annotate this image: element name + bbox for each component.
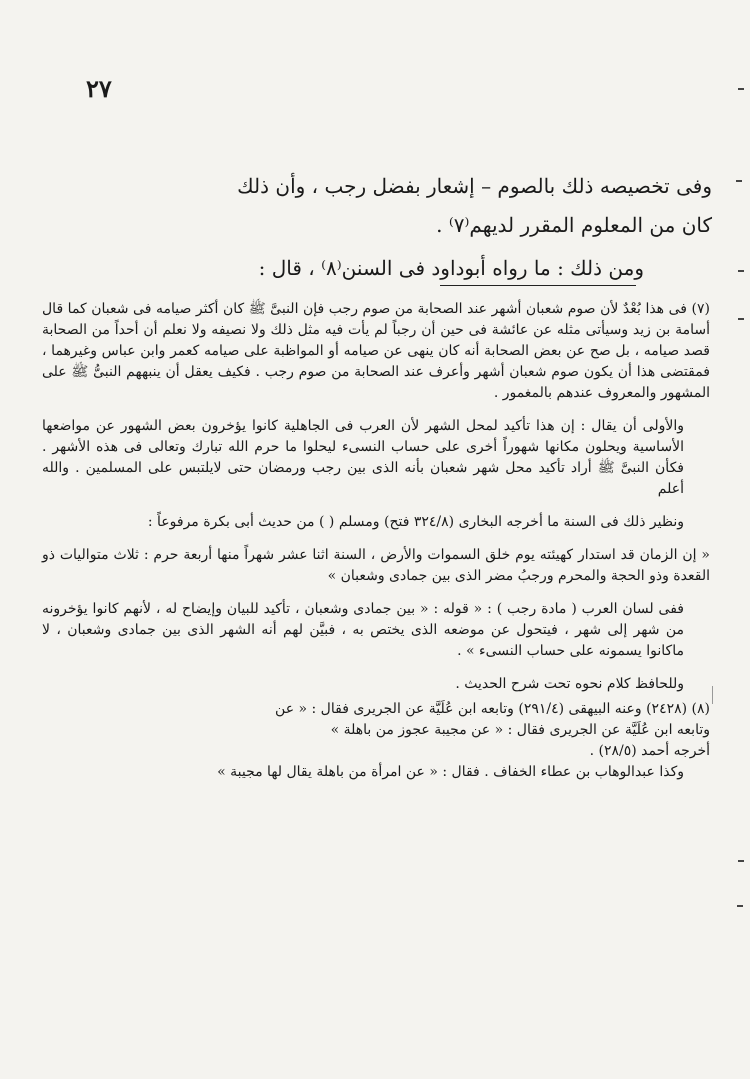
page-number: ٢٧ xyxy=(86,74,112,103)
footnotes xyxy=(42,299,710,783)
margin-mark xyxy=(738,860,744,862)
footnote-7-paragraph-1: (٧) فى هذا بُعْدٌ لأن صوم شعبان أشهر عند الصحابة من صوم رجب فإن النبىَّ ﷺ كان أكثر صيامه فى شعبان كما قال أسامة بن زيد وسيأتى مثله عن عائشة فى حين أن رجباً لم يأت فيه مثل ذلك ولا نصيفه ولا نعلم أن أحداً من الصحابة قصد صيامه ، بل صح عن بعض الصحابة أنه كان ينهى عن صيامه أو المواظبة على صيامه كعمر وابن عباس وغيرهما ، فمقتضى هذا أن يكون صوم شعبان أشهر وأعرف عند الصحابة من صوم رجب . فكيف يعقل أن ينبههم النبىُّ ﷺ على المشهور والمعروف عندهم بالمغمور . xyxy=(42,301,710,401)
footnote-7-paragraph-6: وللحافظ كلام نحوه تحت شرح الحديث . xyxy=(455,676,684,692)
footnote-7-hadith-quote: « إن الزمان قد استدار كهيئته يوم خلق السموات والأرض ، السنة اثنا عشر شهراً منها أربعة حرم : ثلاث متواليات ذو القعدة وذو الحجة والمحرم ورجبُ مضر الذى بين جمادى وشعبان » xyxy=(42,547,710,584)
margin-mark xyxy=(736,180,742,182)
footnote-8-line-4: وكذا عبدالوهاب بن عطاء الخفاف . فقال : « عن امرأة من باهلة يقال لها مجيبة » xyxy=(217,764,684,780)
footnote-8-line-1: (٨) (٢٤٢٨) وعنه البيهقى (٢٩١/٤) وتابعه ابن عُلَيَّة عن الجريرى فقال : « عن xyxy=(275,701,710,717)
footnote-7-paragraph-5: ففى لسان العرب ( مادة رجب ) : « قوله : « بين جمادى وشعبان ، تأكيد للبيان وإيضاح له ، لأنهم كانوا يؤخرونه من شهر إلى شهر ، فيتحول عن موضعه الذى يختص به ، فبيَّن لهم أنه الشهر الذى بين جمادى وشعبان ، لا ماكانوا يسمونه على حساب النسىء » . xyxy=(42,601,684,659)
footnote-7-paragraph-3: ونظير ذلك فى السنة ما أخرجه البخارى (٣٢٤/٨ فتح) ومسلم ( ) من حديث أبى بكرة مرفوعاً : xyxy=(147,514,684,530)
footnote-8-line-3: أخرجه أحمد (٢٨/٥) . xyxy=(589,743,710,759)
footnote-divider xyxy=(440,285,636,286)
main-text-line-3: ومن ذلك : ما رواه أبوداود فى السنن⁽٨⁾ ، قال : xyxy=(258,256,644,280)
main-text-line-1: وفى تخصيصه ذلك بالصوم – إشعار بفضل رجب ، وأن ذلك xyxy=(237,174,712,198)
margin-mark xyxy=(738,88,744,90)
scan-artifact xyxy=(712,686,713,704)
margin-mark xyxy=(738,270,744,272)
footnote-7-paragraph-2: والأولى أن يقال : إن هذا تأكيد لمحل الشهر لأن العرب فى الجاهلية كانوا يؤخرون بعض الشهور عن مواضعها الأساسية ويحلون مكانها شهوراً أخرى على حساب النسىء ليحلوا ما حرم الله تبارك وتعالى فى هذه الأشهر . فكأن النبىَّ ﷺ أراد تأكيد محل شهر شعبان بأنه الذى بين رجب ورمضان حتى لايلتبس على المسلمين . والله أعلم xyxy=(42,418,685,497)
margin-mark xyxy=(738,318,744,320)
footnote-8-line-2: وتابعه ابن عُلَيَّة عن الجريرى فقال : « عن مجيبة عجوز من باهلة » xyxy=(330,722,710,738)
margin-mark xyxy=(737,905,743,907)
main-text-line-2: كان من المعلوم المقرر لديهم⁽٧⁾ . xyxy=(436,213,712,237)
